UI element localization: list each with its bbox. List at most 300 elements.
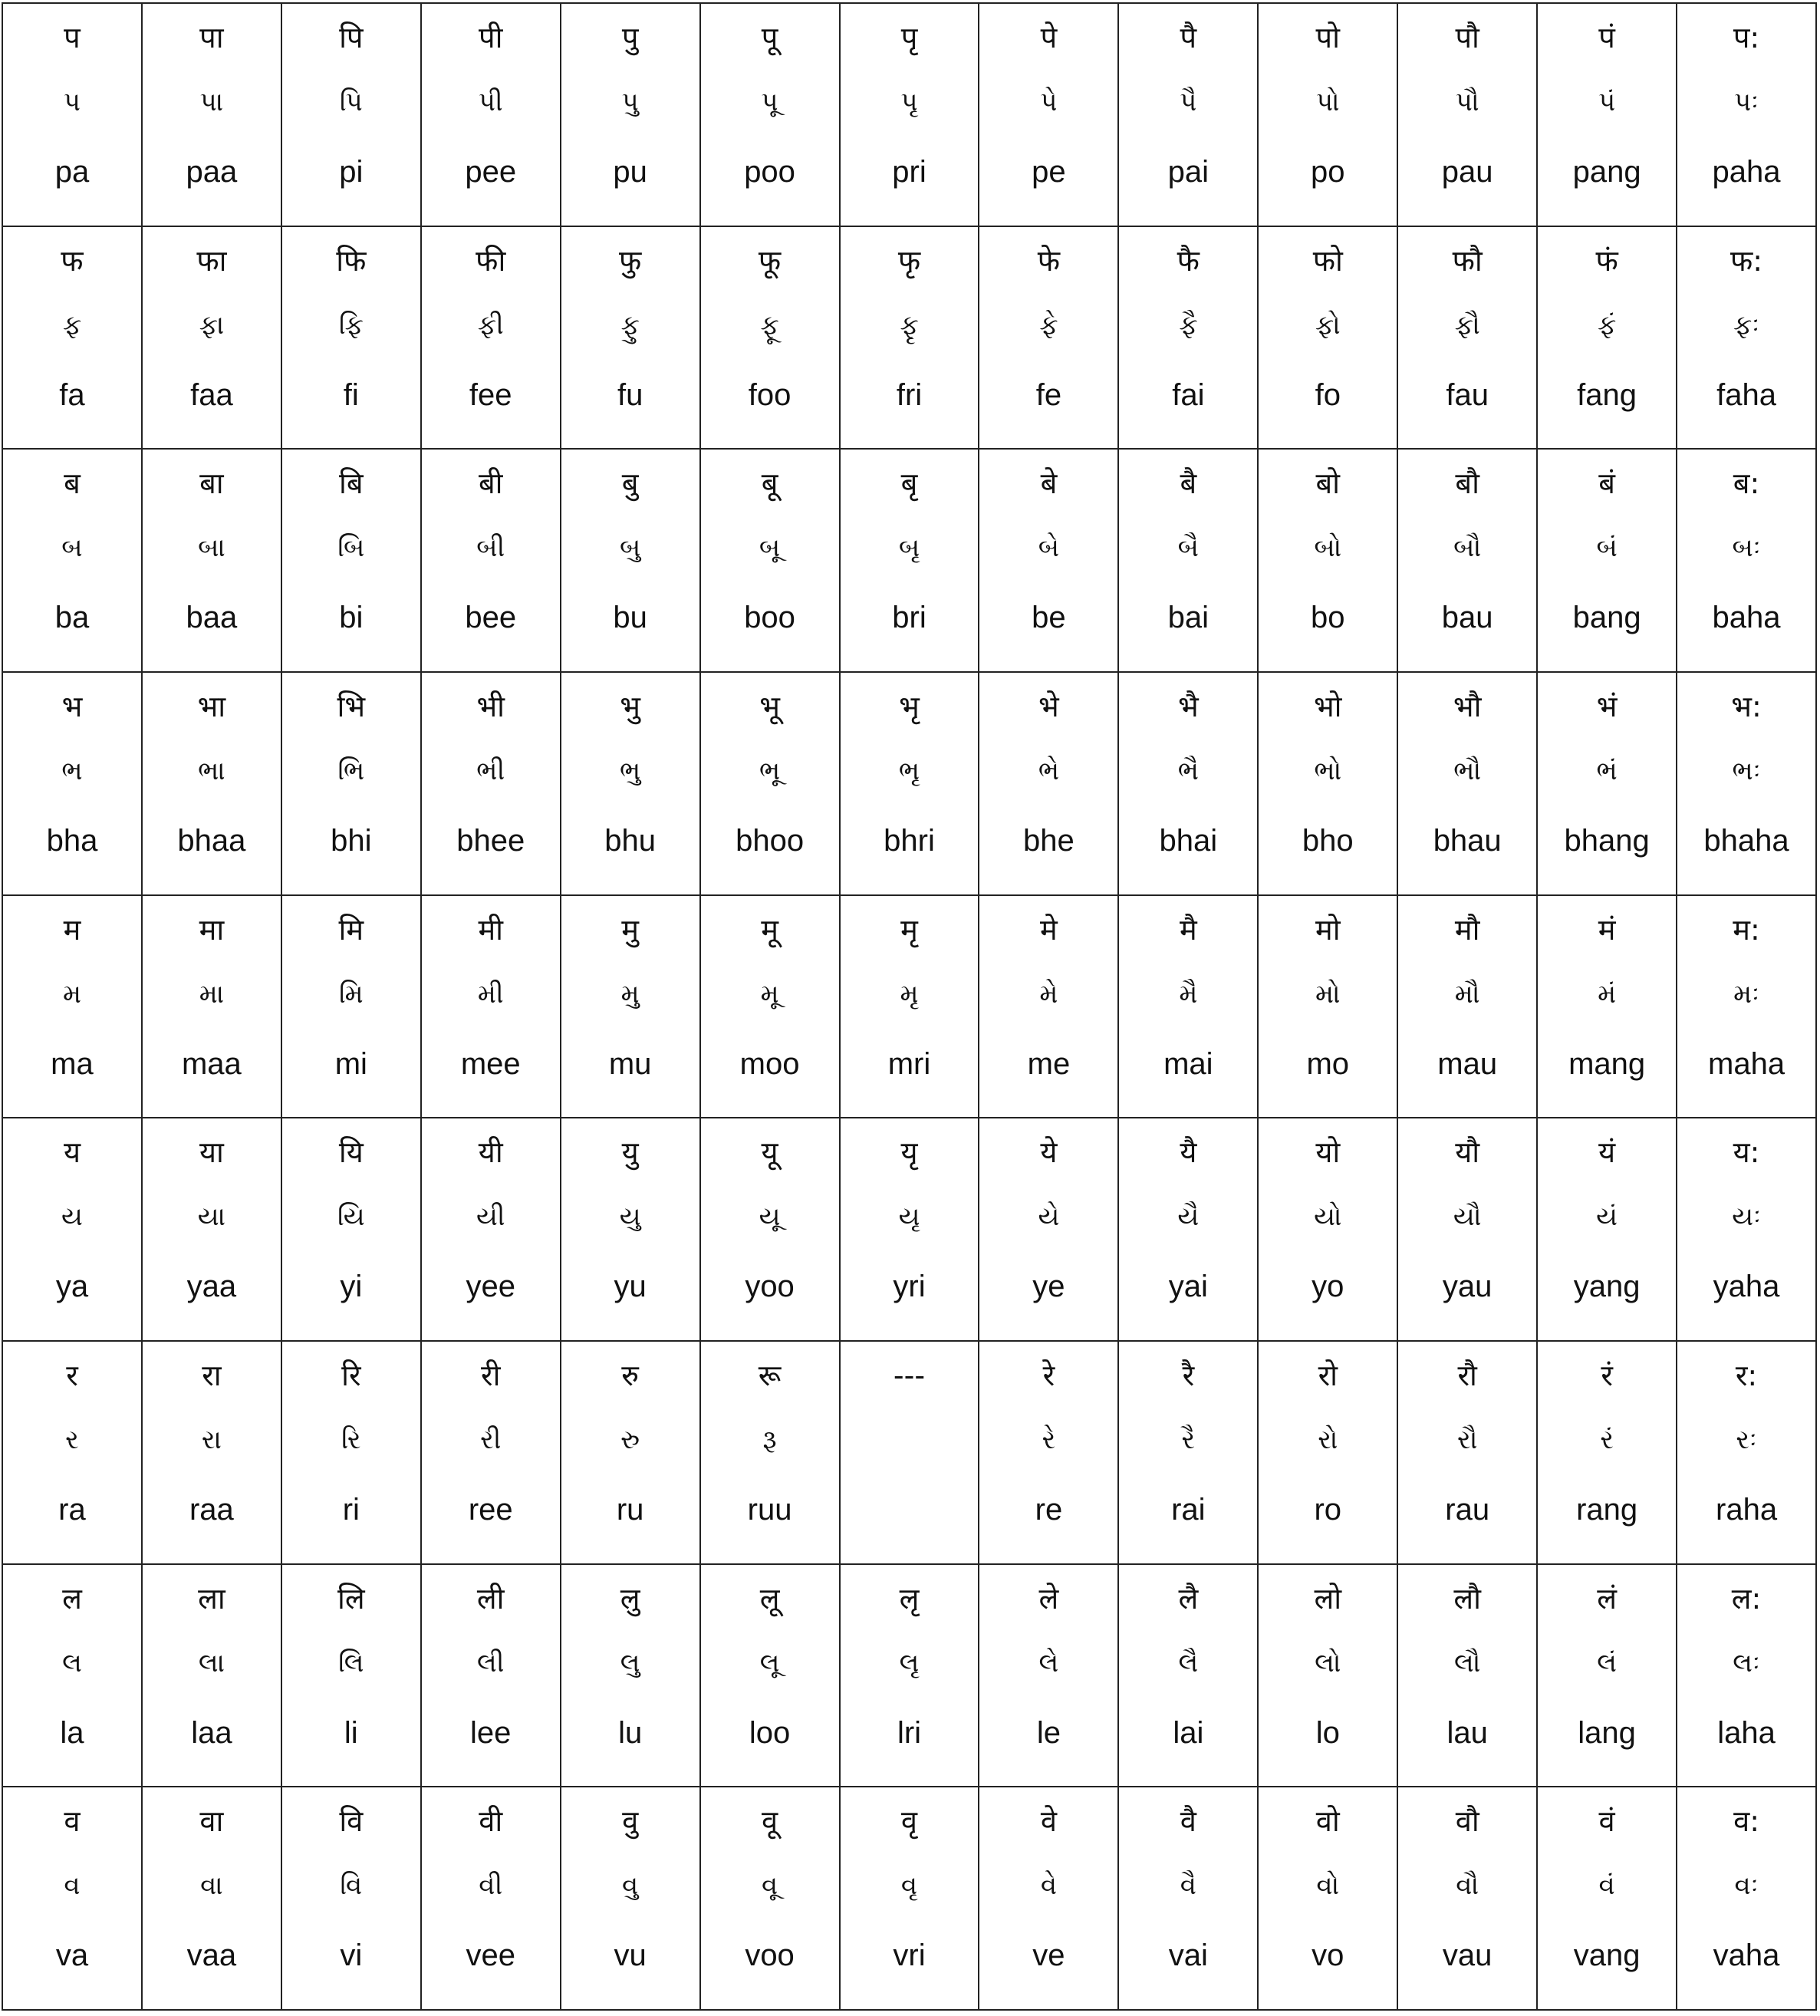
gujarati-syllable: ભઃ (1732, 755, 1761, 786)
devanagari-syllable: बै (1180, 466, 1197, 501)
latin-transliteration: bee (465, 601, 517, 635)
gujarati-syllable: ફૃ (900, 309, 919, 341)
gujarati-syllable: વ (64, 1870, 81, 1902)
latin-transliteration: poo (744, 155, 795, 189)
table-cell (561, 1342, 701, 1565)
table-cell (143, 227, 282, 450)
devanagari-syllable: फै (1177, 243, 1200, 278)
devanagari-syllable: मौ (1454, 912, 1480, 947)
latin-transliteration: bhaa (177, 823, 246, 858)
devanagari-syllable: लि (337, 1581, 365, 1616)
table-cell (561, 4, 701, 227)
devanagari-syllable: वौ (1455, 1804, 1479, 1839)
table-cell (1259, 450, 1398, 673)
devanagari-syllable: भ: (1731, 689, 1762, 723)
latin-transliteration: bu (613, 601, 647, 635)
gujarati-syllable: બે (1038, 532, 1060, 564)
devanagari-syllable: ये (1040, 1135, 1058, 1170)
table-cell (1677, 1118, 1817, 1342)
latin-transliteration: yee (466, 1270, 515, 1304)
table-cell (282, 4, 422, 227)
latin-transliteration: maha (1708, 1046, 1785, 1081)
latin-transliteration: maa (181, 1046, 242, 1081)
gujarati-syllable: બૃ (898, 532, 920, 564)
table-cell (1398, 1118, 1538, 1342)
table-cell (282, 673, 422, 896)
gujarati-syllable: ભિ (337, 755, 365, 786)
table-cell (3, 1787, 143, 2011)
latin-transliteration: ye (1032, 1270, 1065, 1304)
gujarati-syllable: બુ (619, 532, 641, 564)
devanagari-syllable: पं (1598, 21, 1615, 54)
gujarati-syllable: બો (1314, 532, 1342, 564)
latin-transliteration: rau (1445, 1492, 1490, 1527)
latin-transliteration: vo (1312, 1939, 1344, 1973)
table-cell (1538, 450, 1677, 673)
gujarati-syllable: રો (1318, 1424, 1338, 1455)
gujarati-syllable: પા (199, 87, 224, 117)
table-cell (979, 227, 1119, 450)
gujarati-syllable: યઃ (1732, 1201, 1761, 1233)
table-cell (3, 4, 143, 227)
table-cell (1398, 896, 1538, 1119)
gujarati-syllable: ફૂ (760, 309, 779, 341)
gujarati-syllable: મૂ (760, 978, 779, 1010)
gujarati-syllable: યૂ (759, 1201, 781, 1233)
gujarati-syllable: બં (1596, 532, 1618, 564)
gujarati-syllable: પો (1315, 87, 1340, 117)
gujarati-syllable: ભી (476, 755, 505, 786)
table-cell (1677, 450, 1817, 673)
devanagari-syllable: रे (1042, 1358, 1055, 1392)
latin-transliteration: boo (744, 601, 795, 635)
table-cell (422, 4, 561, 227)
latin-transliteration: pri (892, 155, 926, 189)
devanagari-syllable: या (199, 1135, 224, 1170)
latin-transliteration: fi (343, 377, 359, 412)
table-cell (701, 1342, 841, 1565)
devanagari-syllable: यै (1180, 1135, 1197, 1170)
latin-transliteration: raha (1716, 1492, 1778, 1527)
devanagari-syllable: रि (341, 1358, 361, 1392)
latin-transliteration: mai (1163, 1046, 1213, 1081)
table-cell (841, 1118, 980, 1342)
gujarati-syllable: ફો (1315, 309, 1341, 341)
latin-transliteration: ya (55, 1270, 89, 1304)
gujarati-syllable: પે (1040, 87, 1058, 117)
transliteration-table (2, 2, 1817, 2011)
table-cell (422, 1342, 561, 1565)
table-cell (3, 896, 143, 1119)
latin-transliteration: bri (892, 601, 926, 635)
devanagari-syllable: बा (199, 466, 224, 501)
devanagari-syllable: य: (1733, 1135, 1760, 1170)
gujarati-syllable: વૌ (1456, 1870, 1479, 1902)
gujarati-syllable: ભો (1314, 755, 1342, 786)
gujarati-syllable: યૈ (1177, 1201, 1200, 1233)
latin-transliteration: mri (887, 1046, 931, 1081)
table-cell (422, 227, 561, 450)
latin-transliteration: pau (1441, 155, 1493, 189)
table-cell (561, 1118, 701, 1342)
latin-transliteration: re (1035, 1492, 1063, 1527)
gujarati-syllable: લી (477, 1647, 505, 1678)
gujarati-syllable: રઃ (1736, 1424, 1757, 1455)
latin-transliteration: bhee (456, 823, 525, 858)
table-cell (3, 1118, 143, 1342)
devanagari-syllable: भे (1038, 689, 1059, 723)
latin-transliteration: pu (613, 155, 647, 189)
table-cell (1119, 673, 1259, 896)
table-cell (1538, 1118, 1677, 1342)
table-cell (1538, 673, 1677, 896)
gujarati-syllable: વા (200, 1870, 223, 1902)
latin-transliteration: ma (51, 1046, 94, 1081)
devanagari-syllable: भो (1313, 689, 1342, 723)
gujarati-syllable: ફિ (338, 309, 364, 341)
latin-transliteration: yoo (745, 1270, 795, 1304)
devanagari-syllable: पो (1315, 21, 1340, 54)
latin-transliteration: lee (470, 1715, 512, 1750)
gujarati-syllable: વઃ (1734, 1870, 1759, 1902)
table-cell (143, 4, 282, 227)
table-cell (1677, 673, 1817, 896)
devanagari-syllable: रो (1318, 1358, 1338, 1392)
gujarati-syllable: મ (62, 978, 81, 1010)
gujarati-syllable: વૂ (761, 1870, 778, 1902)
latin-transliteration: li (344, 1715, 358, 1750)
gujarati-syllable: રિ (341, 1424, 361, 1455)
table-cell (1398, 450, 1538, 673)
table-cell (143, 450, 282, 673)
gujarati-syllable: બૈ (1177, 532, 1199, 564)
devanagari-syllable: फु (618, 243, 642, 278)
devanagari-syllable: भा (197, 689, 226, 723)
latin-transliteration: paa (186, 155, 238, 189)
gujarati-syllable: મે (1039, 978, 1058, 1010)
table-cell (143, 673, 282, 896)
table-cell (979, 1565, 1119, 1788)
gujarati-syllable: રૂ (762, 1424, 777, 1455)
devanagari-syllable: पृ (900, 21, 918, 54)
devanagari-syllable: बौ (1455, 466, 1479, 501)
devanagari-syllable: फं (1595, 243, 1618, 278)
latin-transliteration: lri (897, 1715, 922, 1750)
latin-transliteration: vau (1442, 1939, 1493, 1973)
gujarati-syllable: બી (476, 532, 505, 564)
table-cell (143, 1342, 282, 1565)
gujarati-syllable: વે (1040, 1870, 1057, 1902)
latin-transliteration: yau (1442, 1270, 1493, 1304)
latin-transliteration: bhang (1564, 823, 1650, 858)
latin-transliteration: bau (1441, 601, 1493, 635)
table-cell (1119, 1118, 1259, 1342)
latin-transliteration: ro (1314, 1492, 1342, 1527)
latin-transliteration: ree (468, 1492, 513, 1527)
latin-transliteration: vee (466, 1939, 515, 1973)
devanagari-syllable: र: (1735, 1358, 1758, 1392)
gujarati-syllable: બઃ (1732, 532, 1761, 564)
latin-transliteration: bhri (884, 823, 935, 858)
gujarati-syllable: પ (63, 87, 81, 117)
table-cell (143, 1787, 282, 2011)
gujarati-syllable: યં (1596, 1201, 1618, 1233)
devanagari-syllable: रू (758, 1358, 782, 1392)
table-cell (1677, 4, 1817, 227)
table-cell (979, 450, 1119, 673)
devanagari-syllable: यौ (1455, 1135, 1480, 1170)
table-cell (701, 1118, 841, 1342)
gujarati-syllable: પઃ (1734, 87, 1759, 117)
gujarati-syllable: ફે (1039, 309, 1058, 341)
table-cell (1677, 1787, 1817, 2011)
devanagari-syllable: बो (1315, 466, 1341, 501)
latin-transliteration: va (55, 1939, 89, 1973)
latin-transliteration: fai (1172, 377, 1205, 412)
latin-transliteration: lai (1173, 1715, 1204, 1750)
gujarati-syllable: લૌ (1453, 1647, 1481, 1678)
gujarati-syllable: રૈ (1181, 1424, 1196, 1455)
latin-transliteration: mang (1568, 1046, 1646, 1081)
devanagari-syllable: लं (1597, 1581, 1617, 1616)
table-cell (701, 4, 841, 227)
table-cell (1119, 1342, 1259, 1565)
table-cell (1259, 1787, 1398, 2011)
table-cell (422, 673, 561, 896)
gujarati-syllable: લિ (338, 1647, 364, 1678)
devanagari-syllable: फ: (1729, 243, 1763, 278)
gujarati-syllable: બૌ (1453, 532, 1482, 564)
gujarati-syllable: ફં (1597, 309, 1617, 341)
gujarati-syllable: વૃ (900, 1870, 918, 1902)
gujarati-syllable: લઃ (1733, 1647, 1760, 1678)
latin-transliteration: vu (614, 1939, 647, 1973)
gujarati-syllable: પુ (621, 87, 639, 117)
gujarati-syllable: મા (199, 978, 225, 1010)
table-cell (422, 1787, 561, 2011)
latin-transliteration: fe (1035, 377, 1062, 412)
latin-transliteration: ba (54, 601, 90, 635)
devanagari-syllable: भृ (899, 689, 920, 723)
latin-transliteration: yo (1312, 1270, 1344, 1304)
devanagari-syllable: ब (64, 466, 81, 501)
table-cell (841, 4, 980, 227)
devanagari-syllable: वं (1598, 1804, 1615, 1839)
latin-transliteration: pang (1572, 155, 1641, 189)
gujarati-syllable: ભે (1038, 755, 1060, 786)
gujarati-syllable: યો (1314, 1201, 1342, 1233)
devanagari-syllable: पे (1040, 21, 1058, 54)
gujarati-syllable: રં (1600, 1424, 1614, 1455)
gujarati-syllable: ભૃ (898, 755, 920, 786)
gujarati-syllable: યુ (619, 1201, 641, 1233)
devanagari-syllable: ल (62, 1581, 82, 1616)
table-cell (701, 227, 841, 450)
gujarati-syllable: વો (1316, 1870, 1340, 1902)
gujarati-syllable: મૌ (1454, 978, 1480, 1010)
latin-transliteration: la (60, 1715, 84, 1750)
table-cell (1119, 4, 1259, 227)
latin-transliteration: lau (1446, 1715, 1488, 1750)
table-cell (561, 896, 701, 1119)
gujarati-syllable: ફઃ (1733, 309, 1760, 341)
devanagari-syllable: मी (478, 912, 504, 947)
gujarati-syllable: લૂ (759, 1647, 780, 1678)
latin-transliteration: bhau (1433, 823, 1502, 858)
table-cell (3, 673, 143, 896)
table-cell (422, 1118, 561, 1342)
table-cell (282, 450, 422, 673)
gujarati-syllable: યે (1038, 1201, 1060, 1233)
gujarati-syllable: લા (198, 1647, 225, 1678)
devanagari-syllable: वी (479, 1804, 503, 1839)
table-cell (1538, 4, 1677, 227)
devanagari-syllable: प: (1733, 21, 1760, 54)
devanagari-syllable: ब: (1733, 466, 1760, 501)
latin-transliteration: faha (1716, 377, 1776, 412)
table-cell (841, 673, 980, 896)
table-cell (561, 450, 701, 673)
gujarati-syllable: ર (65, 1424, 79, 1455)
devanagari-syllable: फ (61, 243, 84, 278)
latin-transliteration: pai (1167, 155, 1209, 189)
latin-transliteration: yri (893, 1270, 926, 1304)
table-cell (561, 673, 701, 896)
gujarati-syllable: બા (198, 532, 225, 564)
gujarati-syllable: મં (1598, 978, 1617, 1010)
devanagari-syllable: फा (196, 243, 227, 278)
table-cell (561, 1565, 701, 1788)
table-cell (1538, 1342, 1677, 1565)
latin-transliteration: lang (1578, 1715, 1636, 1750)
gujarati-syllable: વિ (340, 1870, 363, 1902)
gujarati-syllable: બિ (337, 532, 365, 564)
devanagari-syllable: वो (1315, 1804, 1340, 1839)
table-cell (841, 1342, 980, 1565)
latin-transliteration: rang (1576, 1492, 1638, 1527)
gujarati-syllable: રુ (620, 1424, 640, 1455)
devanagari-syllable: म: (1733, 912, 1760, 947)
devanagari-syllable: भौ (1453, 689, 1482, 723)
gujarati-syllable: વુ (622, 1870, 639, 1902)
devanagari-syllable: र (66, 1358, 78, 1392)
gujarati-syllable: પૈ (1180, 87, 1197, 117)
devanagari-syllable: रा (202, 1358, 222, 1392)
gujarati-syllable: યા (197, 1201, 225, 1233)
table-cell (3, 450, 143, 673)
latin-transliteration: baa (186, 601, 238, 635)
devanagari-syllable: यि (338, 1135, 364, 1170)
latin-transliteration: vang (1573, 1939, 1641, 1973)
latin-transliteration: bhoo (736, 823, 805, 858)
devanagari-syllable: लु (620, 1581, 640, 1616)
table-cell (1119, 1565, 1259, 1788)
table-cell (422, 450, 561, 673)
gujarati-syllable: ભં (1596, 755, 1618, 786)
devanagari-syllable: रं (1601, 1358, 1613, 1392)
table-cell (3, 227, 143, 450)
latin-transliteration: fri (896, 377, 923, 412)
latin-transliteration: ruu (747, 1492, 792, 1527)
latin-transliteration: mi (334, 1046, 367, 1081)
devanagari-syllable: बि (339, 466, 364, 501)
latin-transliteration: raa (189, 1492, 234, 1527)
devanagari-syllable: पा (199, 21, 224, 54)
devanagari-syllable: --- (893, 1358, 926, 1392)
table-cell (701, 673, 841, 896)
devanagari-syllable: पी (479, 21, 503, 54)
gujarati-syllable: યી (476, 1201, 505, 1233)
devanagari-syllable: म (63, 912, 81, 947)
latin-transliteration: bhe (1023, 823, 1075, 858)
devanagari-syllable: यू (761, 1135, 778, 1170)
devanagari-syllable: फो (1312, 243, 1343, 278)
devanagari-syllable: प (64, 21, 81, 54)
devanagari-syllable: व (64, 1804, 81, 1839)
devanagari-syllable: मा (199, 912, 225, 947)
table-cell (3, 1342, 143, 1565)
latin-transliteration: mee (460, 1046, 521, 1081)
devanagari-syllable: भ (61, 689, 83, 723)
table-cell (841, 227, 980, 450)
latin-transliteration: fang (1577, 377, 1637, 412)
table-cell (1259, 4, 1398, 227)
gujarati-syllable: મઃ (1733, 978, 1759, 1010)
table-cell (561, 1787, 701, 2011)
table-cell (1259, 1118, 1398, 1342)
latin-transliteration: foo (748, 377, 792, 412)
table-cell (422, 896, 561, 1119)
table-cell (701, 450, 841, 673)
latin-transliteration: bho (1302, 823, 1354, 858)
gujarati-syllable: વૈ (1180, 1870, 1196, 1902)
latin-transliteration: vai (1168, 1939, 1208, 1973)
latin-transliteration: bha (46, 823, 98, 858)
latin-transliteration: yaa (186, 1270, 237, 1304)
table-cell (282, 1787, 422, 2011)
gujarati-syllable: વં (1598, 1870, 1615, 1902)
latin-transliteration: bhai (1159, 823, 1218, 858)
gujarati-syllable: બ (61, 532, 83, 564)
devanagari-syllable: मं (1598, 912, 1616, 947)
latin-transliteration: yang (1573, 1270, 1641, 1304)
gujarati-syllable: ભૈ (1177, 755, 1199, 786)
gujarati-syllable: લ (62, 1647, 82, 1678)
gujarati-syllable: ફુ (620, 309, 640, 341)
gujarati-syllable: ભૂ (759, 755, 781, 786)
table-cell (1398, 1565, 1538, 1788)
table-cell (1119, 450, 1259, 673)
devanagari-syllable: यी (478, 1135, 503, 1170)
table-cell (3, 1565, 143, 1788)
table-cell (1119, 227, 1259, 450)
table-cell (1259, 227, 1398, 450)
table-cell (1398, 1342, 1538, 1565)
gujarati-syllable: ફ (62, 309, 82, 341)
devanagari-syllable: लृ (899, 1581, 920, 1616)
table-cell (282, 896, 422, 1119)
latin-transliteration: moo (739, 1046, 800, 1081)
devanagari-syllable: पू (761, 21, 778, 54)
table-cell (841, 1565, 980, 1788)
latin-transliteration: bhaha (1703, 823, 1789, 858)
devanagari-syllable: फि (336, 243, 367, 278)
devanagari-syllable: लौ (1453, 1581, 1481, 1616)
gujarati-syllable: રૌ (1457, 1424, 1478, 1455)
devanagari-syllable: भु (620, 689, 640, 723)
gujarati-syllable: પૃ (900, 87, 918, 117)
gujarati-syllable: ફૌ (1454, 309, 1480, 341)
